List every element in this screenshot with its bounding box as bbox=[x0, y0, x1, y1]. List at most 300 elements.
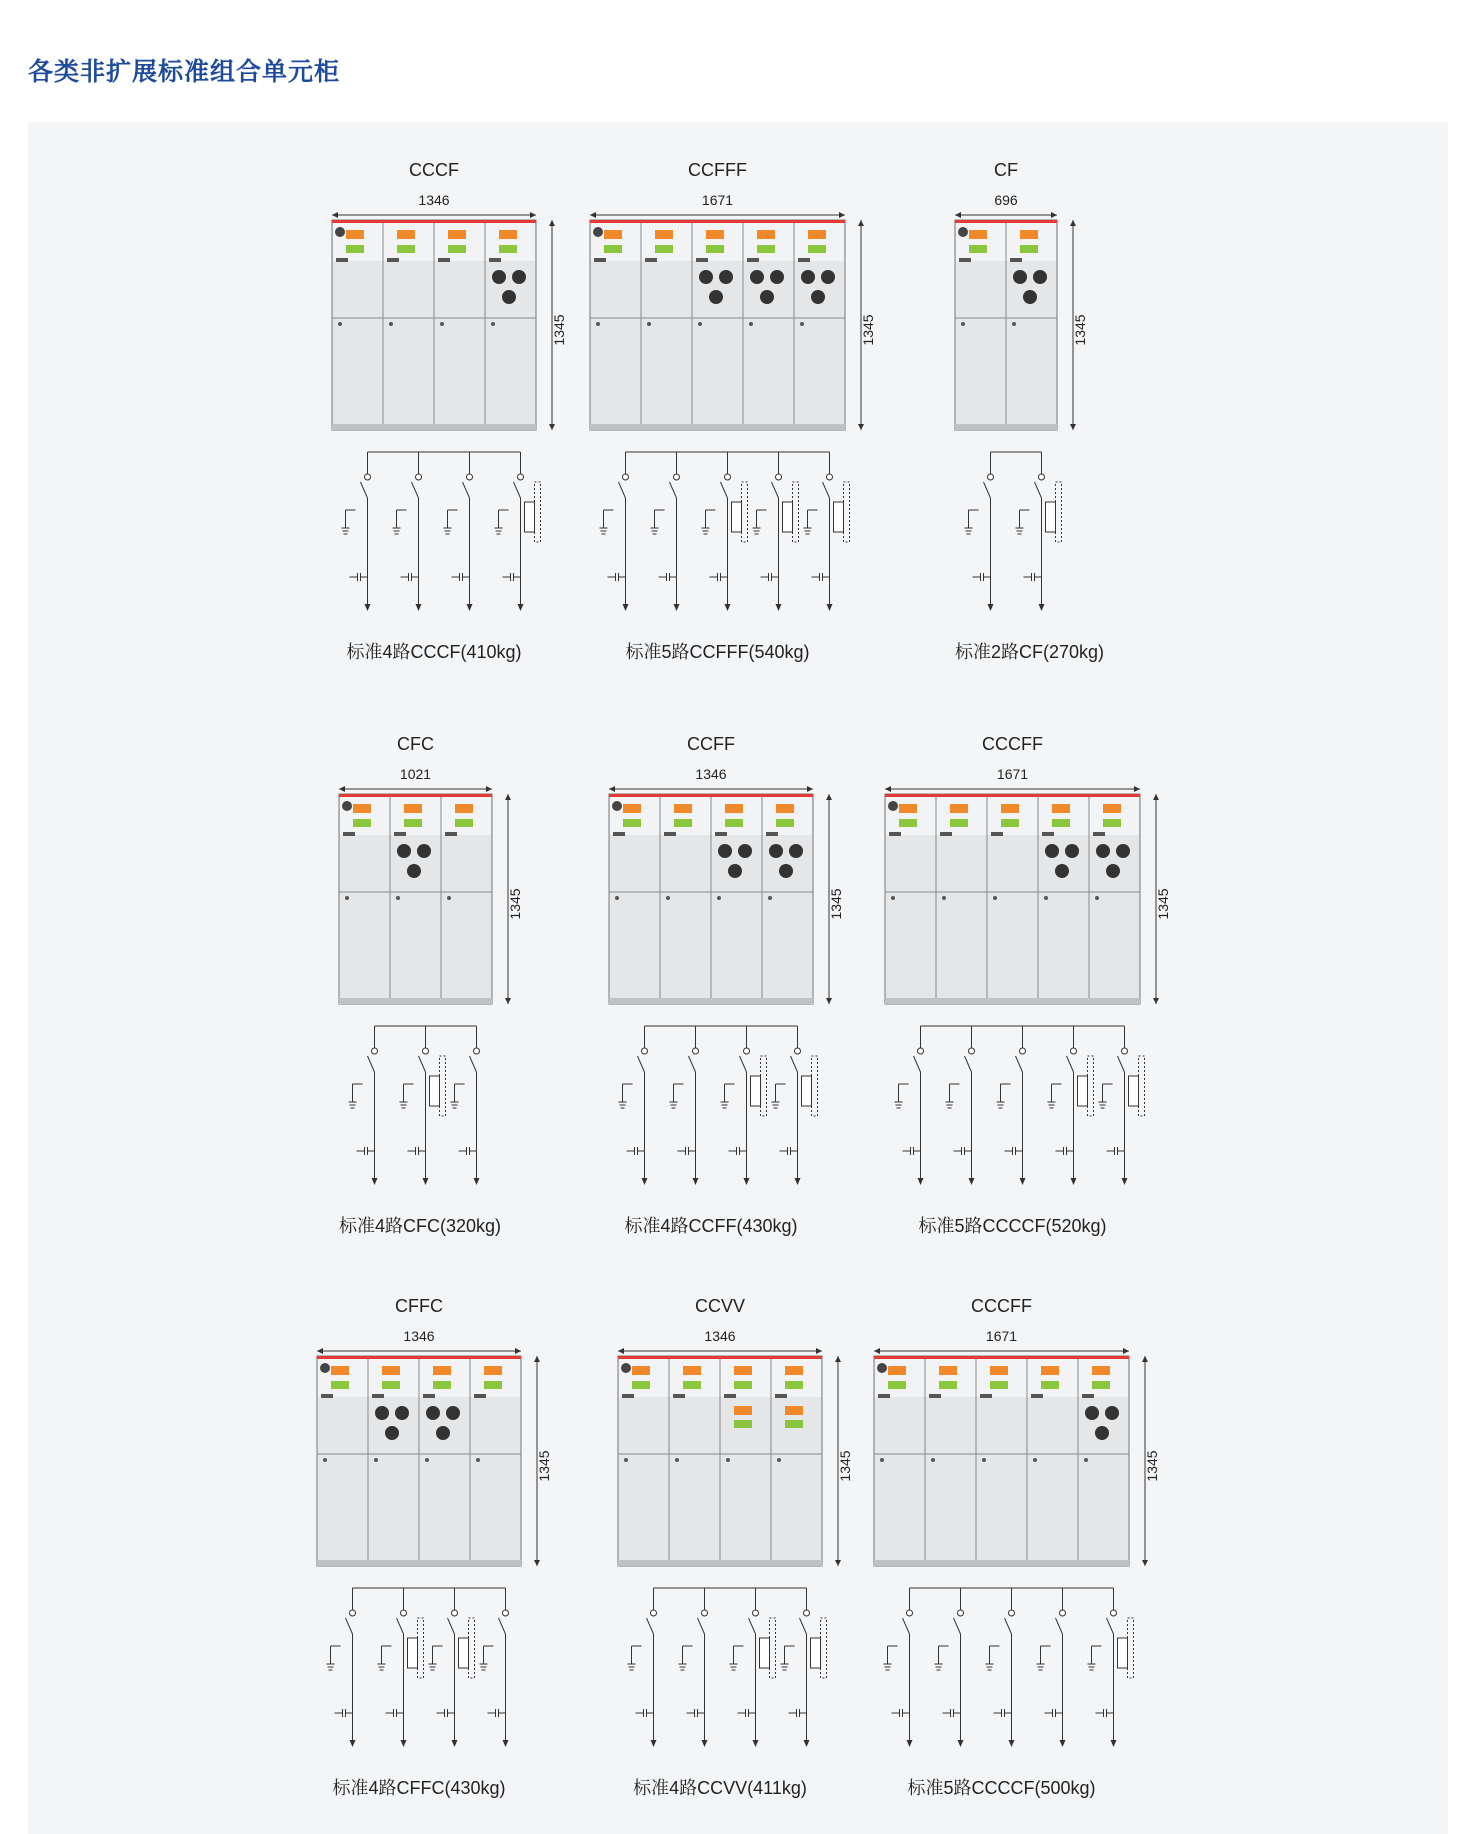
earth-indicator bbox=[604, 245, 622, 253]
fuse-cover-icon bbox=[1116, 844, 1130, 858]
cable-end-arrow bbox=[1020, 1178, 1026, 1185]
interlock-dashed-line bbox=[812, 1056, 818, 1116]
earth-switch-symbol bbox=[628, 1646, 642, 1670]
fuse-cover-icon bbox=[395, 1406, 409, 1420]
position-indicator bbox=[808, 230, 826, 239]
fuse-symbol bbox=[1046, 502, 1056, 532]
fuse-cover-icon bbox=[760, 290, 774, 304]
unit-drawing bbox=[609, 786, 853, 1206]
cable-end-arrow bbox=[423, 1178, 429, 1185]
cable-end-arrow bbox=[452, 1740, 458, 1747]
fuse-cover-icon bbox=[417, 844, 431, 858]
earth-switch-symbol bbox=[884, 1646, 898, 1670]
earth-switch-symbol bbox=[1099, 1084, 1113, 1108]
capacitive-indicator-symbol bbox=[608, 573, 626, 581]
voltage-indicator-icon bbox=[888, 801, 898, 811]
nameplate bbox=[445, 832, 457, 836]
fuse-symbol bbox=[408, 1638, 418, 1668]
cable-end-arrow bbox=[1009, 1740, 1015, 1747]
voltage-indicator-icon bbox=[342, 801, 352, 811]
nameplate bbox=[1031, 1394, 1043, 1398]
capacitive-indicator-symbol bbox=[459, 1147, 477, 1155]
fuse-cover-icon bbox=[512, 270, 526, 284]
fuse-symbol bbox=[783, 502, 793, 532]
door-screw bbox=[1033, 1458, 1037, 1462]
earth-indicator bbox=[899, 819, 917, 827]
cable-end-arrow bbox=[702, 1740, 708, 1747]
isolator-contact bbox=[1071, 1048, 1077, 1054]
fuse-cover-icon bbox=[492, 270, 506, 284]
capacitive-indicator-symbol bbox=[678, 1147, 696, 1155]
fuse-cover-icon bbox=[436, 1426, 450, 1440]
earth-indicator bbox=[655, 245, 673, 253]
capacitive-indicator-symbol bbox=[659, 573, 677, 581]
unit-caption: 标准4路CCVV(411kg) bbox=[633, 1778, 807, 1798]
earth-indicator bbox=[808, 245, 826, 253]
cable-end-arrow bbox=[907, 1740, 913, 1747]
earth-switch-symbol bbox=[444, 510, 458, 534]
isolator-contact bbox=[795, 1048, 801, 1054]
breaker-earth-indicator bbox=[785, 1420, 803, 1428]
door-screw bbox=[777, 1458, 781, 1462]
cable-end-arrow bbox=[503, 1740, 509, 1747]
isolator-contact bbox=[988, 474, 994, 480]
switch-blade bbox=[1035, 482, 1042, 498]
switch-blade bbox=[749, 1618, 756, 1634]
fuse-cover-icon bbox=[779, 864, 793, 878]
earth-indicator bbox=[1001, 819, 1019, 827]
cable-end-arrow bbox=[674, 604, 680, 611]
door-screw bbox=[1044, 896, 1048, 900]
cable-end-arrow bbox=[1122, 1178, 1128, 1185]
earth-indicator bbox=[785, 1381, 803, 1389]
isolator-contact bbox=[969, 1048, 975, 1054]
position-indicator bbox=[655, 230, 673, 239]
earth-indicator bbox=[1103, 819, 1121, 827]
unit-drawing bbox=[590, 212, 885, 632]
interlock-dashed-line bbox=[761, 1056, 767, 1116]
switch-blade bbox=[1016, 1056, 1023, 1072]
switch-blade bbox=[823, 482, 830, 498]
earth-switch-symbol bbox=[619, 1084, 633, 1108]
busbar-strip bbox=[332, 220, 536, 223]
isolator-contact bbox=[372, 1048, 378, 1054]
switch-blade bbox=[965, 1056, 972, 1072]
capacitive-indicator-symbol bbox=[1096, 1709, 1114, 1717]
busbar-strip bbox=[618, 1356, 822, 1359]
fuse-cover-icon bbox=[1105, 1406, 1119, 1420]
cabinet-plinth bbox=[332, 424, 536, 430]
position-indicator bbox=[433, 1366, 451, 1375]
interlock-dashed-line bbox=[821, 1618, 827, 1678]
fuse-cover-icon bbox=[397, 844, 411, 858]
switch-blade bbox=[638, 1056, 645, 1072]
cable-end-arrow bbox=[623, 604, 629, 611]
switch-blade bbox=[419, 1056, 426, 1072]
door-screw bbox=[338, 322, 342, 326]
unit-caption: 标准5路CCFFF(540kg) bbox=[625, 642, 810, 662]
nameplate bbox=[336, 258, 348, 262]
door-screw bbox=[942, 896, 946, 900]
door-screw bbox=[615, 896, 619, 900]
fuse-cover-icon bbox=[1055, 864, 1069, 878]
voltage-indicator-icon bbox=[958, 227, 968, 237]
isolator-contact bbox=[907, 1610, 913, 1616]
door-screw bbox=[476, 1458, 480, 1462]
switch-blade bbox=[397, 1618, 404, 1634]
fuse-cover-icon bbox=[1065, 844, 1079, 858]
unit-drawing bbox=[317, 1348, 561, 1768]
height-dimension-label: 1345 bbox=[1072, 314, 1088, 346]
control-panel-band bbox=[875, 1359, 1128, 1397]
position-indicator bbox=[1103, 804, 1121, 813]
busbar-strip bbox=[590, 220, 845, 223]
earth-switch-symbol bbox=[1016, 510, 1030, 534]
fuse-cover-icon bbox=[811, 290, 825, 304]
earth-indicator bbox=[990, 1381, 1008, 1389]
earth-switch-symbol bbox=[895, 1084, 909, 1108]
position-indicator bbox=[969, 230, 987, 239]
position-indicator bbox=[382, 1366, 400, 1375]
switch-blade bbox=[903, 1618, 910, 1634]
earth-indicator bbox=[346, 245, 364, 253]
earth-switch-symbol bbox=[393, 510, 407, 534]
capacitive-indicator-symbol bbox=[452, 573, 470, 581]
capacitive-indicator-symbol bbox=[335, 1709, 353, 1717]
fuse-cover-icon bbox=[719, 270, 733, 284]
fuse-cover-icon bbox=[789, 844, 803, 858]
width-dimension-label: 1021 bbox=[399, 766, 432, 782]
isolator-contact bbox=[1009, 1610, 1015, 1616]
interlock-dashed-line bbox=[1139, 1056, 1145, 1116]
position-indicator bbox=[990, 1366, 1008, 1375]
switch-blade bbox=[698, 1618, 705, 1634]
voltage-indicator-icon bbox=[335, 227, 345, 237]
width-dimension-label: 696 bbox=[994, 192, 1018, 208]
earth-indicator bbox=[734, 1381, 752, 1389]
cable-end-arrow bbox=[958, 1740, 964, 1747]
isolator-contact bbox=[1020, 1048, 1026, 1054]
isolator-contact bbox=[503, 1610, 509, 1616]
door-screw bbox=[1012, 322, 1016, 326]
busbar-strip bbox=[339, 794, 492, 797]
capacitive-indicator-symbol bbox=[357, 1147, 375, 1155]
isolator-contact bbox=[1111, 1610, 1117, 1616]
interlock-dashed-line bbox=[418, 1618, 424, 1678]
earth-indicator bbox=[484, 1381, 502, 1389]
cabinet-plinth bbox=[955, 424, 1057, 430]
interlock-dashed-line bbox=[793, 482, 799, 542]
cable-end-arrow bbox=[753, 1740, 759, 1747]
nameplate bbox=[438, 258, 450, 262]
nameplate bbox=[673, 1394, 685, 1398]
nameplate bbox=[489, 258, 501, 262]
interlock-dashed-line bbox=[1128, 1618, 1134, 1678]
door-screw bbox=[440, 322, 444, 326]
nameplate bbox=[929, 1394, 941, 1398]
position-indicator bbox=[706, 230, 724, 239]
position-indicator bbox=[484, 1366, 502, 1375]
fuse-cover-icon bbox=[738, 844, 752, 858]
nameplate bbox=[613, 832, 625, 836]
position-indicator bbox=[683, 1366, 701, 1375]
switch-blade bbox=[914, 1056, 921, 1072]
switch-blade bbox=[740, 1056, 747, 1072]
unit-caption: 标准2路CF(270kg) bbox=[955, 642, 1105, 662]
unit-caption: 标准4路CCCF(410kg) bbox=[346, 642, 522, 662]
switch-blade bbox=[470, 1056, 477, 1072]
isolator-contact bbox=[804, 1610, 810, 1616]
switch-blade bbox=[772, 482, 779, 498]
earth-switch-symbol bbox=[480, 1646, 494, 1670]
door-screw bbox=[717, 896, 721, 900]
fuse-cover-icon bbox=[718, 844, 732, 858]
switch-blade bbox=[1067, 1056, 1074, 1072]
nameplate bbox=[889, 832, 901, 836]
door-screw bbox=[666, 896, 670, 900]
isolator-contact bbox=[651, 1610, 657, 1616]
isolator-contact bbox=[702, 1610, 708, 1616]
interlock-dashed-line bbox=[535, 482, 541, 542]
switch-blade bbox=[791, 1056, 798, 1072]
switch-blade bbox=[1056, 1618, 1063, 1634]
switch-blade bbox=[412, 482, 419, 498]
unit-code: CCCFF bbox=[971, 1296, 1032, 1316]
nameplate bbox=[622, 1394, 634, 1398]
nameplate bbox=[1082, 1394, 1094, 1398]
fuse-symbol bbox=[732, 502, 742, 532]
fuse-cover-icon bbox=[375, 1406, 389, 1420]
nameplate bbox=[372, 1394, 384, 1398]
earth-indicator bbox=[632, 1381, 650, 1389]
breaker-indicator bbox=[785, 1406, 803, 1415]
position-indicator bbox=[950, 804, 968, 813]
earth-switch-symbol bbox=[1088, 1646, 1102, 1670]
nameplate bbox=[1042, 832, 1054, 836]
switch-blade bbox=[1118, 1056, 1125, 1072]
earth-switch-symbol bbox=[1048, 1084, 1062, 1108]
fuse-cover-icon bbox=[709, 290, 723, 304]
interlock-dashed-line bbox=[742, 482, 748, 542]
position-indicator bbox=[1041, 1366, 1059, 1375]
nameplate bbox=[940, 832, 952, 836]
isolator-contact bbox=[776, 474, 782, 480]
earth-indicator bbox=[353, 819, 371, 827]
unit-caption: 标准5路CCCCF(500kg) bbox=[907, 1778, 1096, 1798]
nameplate bbox=[766, 832, 778, 836]
capacitive-indicator-symbol bbox=[789, 1709, 807, 1717]
unit-code: CF bbox=[994, 160, 1018, 180]
capacitive-indicator-symbol bbox=[903, 1147, 921, 1155]
interlock-dashed-line bbox=[440, 1056, 446, 1116]
earth-indicator bbox=[499, 245, 517, 253]
width-dimension-label: 1671 bbox=[985, 1328, 1018, 1344]
fuse-cover-icon bbox=[1045, 844, 1059, 858]
unit-drawing bbox=[332, 212, 576, 632]
door-screw bbox=[323, 1458, 327, 1462]
isolator-contact bbox=[1060, 1610, 1066, 1616]
switch-blade bbox=[448, 1618, 455, 1634]
earth-indicator bbox=[939, 1381, 957, 1389]
capacitive-indicator-symbol bbox=[738, 1709, 756, 1717]
door-screw bbox=[1095, 896, 1099, 900]
fuse-symbol bbox=[802, 1076, 812, 1106]
busbar-strip bbox=[874, 1356, 1129, 1359]
earth-indicator bbox=[950, 819, 968, 827]
door-screw bbox=[891, 896, 895, 900]
nameplate bbox=[664, 832, 676, 836]
fuse-symbol bbox=[751, 1076, 761, 1106]
isolator-contact bbox=[365, 474, 371, 480]
nameplate bbox=[474, 1394, 486, 1398]
cable-end-arrow bbox=[401, 1740, 407, 1747]
earth-switch-symbol bbox=[429, 1646, 443, 1670]
door-screw bbox=[800, 322, 804, 326]
interlock-dashed-line bbox=[844, 482, 850, 542]
capacitive-indicator-symbol bbox=[627, 1147, 645, 1155]
cable-end-arrow bbox=[642, 1178, 648, 1185]
height-dimension-label: 1345 bbox=[1144, 1450, 1160, 1482]
voltage-indicator-icon bbox=[621, 1363, 631, 1373]
isolator-contact bbox=[416, 474, 422, 480]
busbar-strip bbox=[955, 220, 1057, 223]
width-dimension-label: 1346 bbox=[418, 192, 450, 208]
unit-code: CCFFF bbox=[688, 160, 747, 180]
position-indicator bbox=[674, 804, 692, 813]
isolator-contact bbox=[518, 474, 524, 480]
earth-indicator bbox=[674, 819, 692, 827]
fuse-cover-icon bbox=[1106, 864, 1120, 878]
cable-end-arrow bbox=[693, 1178, 699, 1185]
cable-end-arrow bbox=[1060, 1740, 1066, 1747]
capacitive-indicator-symbol bbox=[636, 1709, 654, 1717]
height-dimension-label: 1345 bbox=[551, 314, 567, 346]
fuse-symbol bbox=[1129, 1076, 1139, 1106]
cable-end-arrow bbox=[804, 1740, 810, 1747]
position-indicator bbox=[448, 230, 466, 239]
earth-indicator bbox=[776, 819, 794, 827]
fuse-symbol bbox=[459, 1638, 469, 1668]
fuse-cover-icon bbox=[1013, 270, 1027, 284]
capacitive-indicator-symbol bbox=[1045, 1709, 1063, 1717]
nameplate bbox=[343, 832, 355, 836]
fuse-cover-icon bbox=[385, 1426, 399, 1440]
cable-end-arrow bbox=[1039, 604, 1045, 611]
fuse-symbol bbox=[1078, 1076, 1088, 1106]
earth-switch-symbol bbox=[400, 1084, 414, 1108]
cable-end-arrow bbox=[725, 604, 731, 611]
isolator-contact bbox=[423, 1048, 429, 1054]
unit-code: CFFC bbox=[395, 1296, 443, 1316]
door-screw bbox=[675, 1458, 679, 1462]
height-dimension-label: 1345 bbox=[837, 1450, 853, 1482]
earth-switch-symbol bbox=[327, 1646, 341, 1670]
cabinet-plinth bbox=[618, 1560, 822, 1566]
nameplate bbox=[645, 258, 657, 262]
door-screw bbox=[491, 322, 495, 326]
fuse-cover-icon bbox=[407, 864, 421, 878]
position-indicator bbox=[1020, 230, 1038, 239]
cable-end-arrow bbox=[744, 1178, 750, 1185]
switch-blade bbox=[689, 1056, 696, 1072]
unit-caption: 标准4路CFC(320kg) bbox=[339, 1216, 502, 1236]
capacitive-indicator-symbol bbox=[892, 1709, 910, 1717]
earth-switch-symbol bbox=[670, 1084, 684, 1108]
earth-indicator bbox=[404, 819, 422, 827]
switch-blade bbox=[984, 482, 991, 498]
earth-indicator bbox=[1092, 1381, 1110, 1389]
earth-switch-symbol bbox=[451, 1084, 465, 1108]
door-screw bbox=[1084, 1458, 1088, 1462]
cabinet-plinth bbox=[885, 998, 1140, 1004]
nameplate bbox=[387, 258, 399, 262]
earth-switch-symbol bbox=[781, 1646, 795, 1670]
cable-end-arrow bbox=[918, 1178, 924, 1185]
position-indicator bbox=[499, 230, 517, 239]
door-screw bbox=[374, 1458, 378, 1462]
door-screw bbox=[624, 1458, 628, 1462]
earth-switch-symbol bbox=[997, 1084, 1011, 1108]
capacitive-indicator-symbol bbox=[729, 1147, 747, 1155]
isolator-contact bbox=[642, 1048, 648, 1054]
door-screw bbox=[749, 322, 753, 326]
door-screw bbox=[596, 322, 600, 326]
isolator-contact bbox=[674, 474, 680, 480]
isolator-contact bbox=[1122, 1048, 1128, 1054]
isolator-contact bbox=[452, 1610, 458, 1616]
position-indicator bbox=[725, 804, 743, 813]
nameplate bbox=[775, 1394, 787, 1398]
isolator-contact bbox=[753, 1610, 759, 1616]
nameplate bbox=[696, 258, 708, 262]
nameplate bbox=[878, 1394, 890, 1398]
door-screw bbox=[345, 896, 349, 900]
isolator-contact bbox=[744, 1048, 750, 1054]
cabinet-plinth bbox=[317, 1560, 521, 1566]
earth-indicator bbox=[1041, 1381, 1059, 1389]
earth-indicator bbox=[433, 1381, 451, 1389]
earth-switch-symbol bbox=[651, 510, 665, 534]
switch-blade bbox=[721, 482, 728, 498]
width-dimension-label: 1671 bbox=[701, 192, 734, 208]
nameplate bbox=[594, 258, 606, 262]
fuse-symbol bbox=[525, 502, 535, 532]
switch-blade bbox=[1005, 1618, 1012, 1634]
cable-end-arrow bbox=[416, 604, 422, 611]
earth-switch-symbol bbox=[965, 510, 979, 534]
capacitive-indicator-symbol bbox=[1107, 1147, 1125, 1155]
height-dimension-label: 1345 bbox=[507, 888, 523, 920]
cable-end-arrow bbox=[969, 1178, 975, 1185]
capacitive-indicator-symbol bbox=[943, 1709, 961, 1717]
earth-switch-symbol bbox=[946, 1084, 960, 1108]
fuse-cover-icon bbox=[502, 290, 516, 304]
fuse-cover-icon bbox=[821, 270, 835, 284]
door-screw bbox=[447, 896, 451, 900]
earth-switch-symbol bbox=[342, 510, 356, 534]
earth-switch-symbol bbox=[753, 510, 767, 534]
isolator-contact bbox=[350, 1610, 356, 1616]
door-screw bbox=[698, 322, 702, 326]
isolator-contact bbox=[693, 1048, 699, 1054]
fuse-cover-icon bbox=[750, 270, 764, 284]
nameplate bbox=[991, 832, 1003, 836]
door-screw bbox=[726, 1458, 730, 1462]
capacitive-indicator-symbol bbox=[350, 573, 368, 581]
height-dimension-label: 1345 bbox=[536, 1450, 552, 1482]
page-title: 各类非扩展标准组合单元柜 bbox=[28, 57, 341, 86]
capacitive-indicator-symbol bbox=[1005, 1147, 1023, 1155]
